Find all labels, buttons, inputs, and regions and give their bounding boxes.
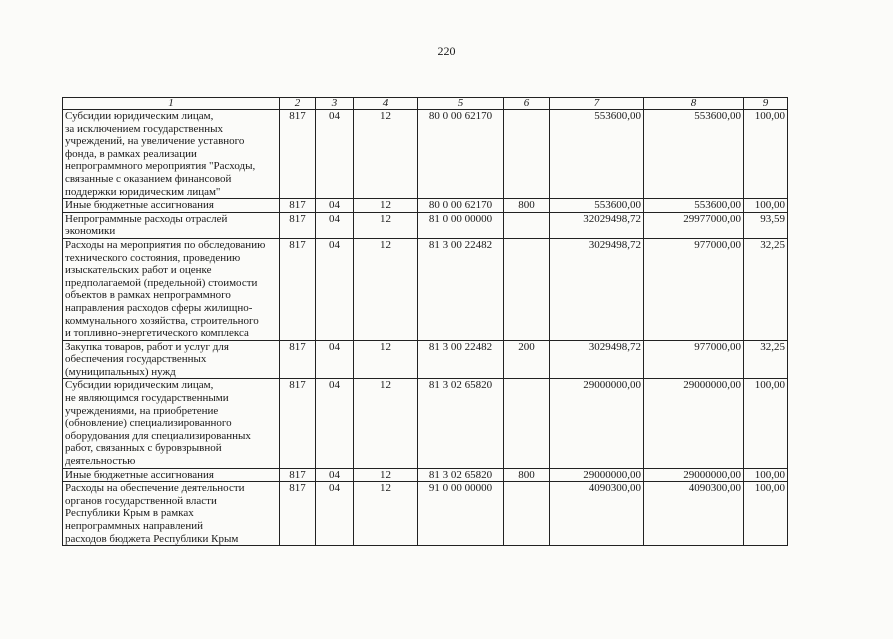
target-article-cell [418,212,504,238]
description-line: Субсидии юридическим лицам, [65,110,214,122]
percent-cell [744,482,788,546]
target-article-cell [418,468,504,482]
table-row [63,468,788,482]
section-code-value: 04 [329,340,340,353]
admin-code-value: 817 [289,468,306,481]
approved-amount-value: 32029498,72 [583,212,641,225]
executed-amount-value: 977000,00 [694,340,741,353]
section-code-value: 04 [329,379,340,392]
executed-amount-cell [644,110,744,199]
expense-type-cell [504,212,550,238]
expense-type-cell [504,482,550,546]
description-line: (муниципальных) нужд [65,365,176,378]
approved-amount-cell [550,482,644,546]
description-cell [63,482,280,546]
approved-amount-cell [550,340,644,379]
target-article-value: 91 0 00 00000 [428,482,493,495]
target-article-cell [418,379,504,468]
target-article-value: 81 0 00 00000 [428,212,493,225]
column-header-1: 1 [63,98,280,110]
table-row [63,482,788,546]
description-line: обеспечения государственных [65,353,207,366]
subsection-code-value: 12 [380,468,391,481]
approved-amount-value: 4090300,00 [588,482,641,495]
table-body [63,110,788,546]
admin-code-cell [280,110,316,199]
column-header-8: 8 [644,98,744,110]
description-line: Расходы на мероприятия по обследованию [65,238,266,251]
percent-value: 32,25 [760,340,785,353]
column-header-2: 2 [280,98,316,110]
description-line: оборудования для специализированных [65,429,251,442]
column-header-row [63,98,788,110]
target-article-cell [418,199,504,213]
executed-amount-cell [644,340,744,379]
target-article-value: 80 0 00 62170 [428,110,493,122]
executed-amount-value: 29000000,00 [683,468,741,481]
description-line: изыскательских работ и оценке [65,264,212,277]
description-cell [63,212,280,238]
admin-code-cell [280,199,316,213]
target-article-cell [418,110,504,199]
section-code-value: 04 [329,238,340,251]
table-row [63,212,788,238]
description-line: и топливно-энергетического комплекса [65,327,249,340]
approved-amount-cell [550,238,644,340]
percent-cell [744,468,788,482]
percent-value: 100,00 [754,468,785,481]
section-code-cell [316,238,354,340]
percent-value: 100,00 [754,482,785,495]
expense-type-cell [504,340,550,379]
approved-amount-value: 29000000,00 [583,468,641,481]
subsection-code-value: 12 [380,212,391,225]
percent-cell [744,212,788,238]
admin-code-cell [280,340,316,379]
description-cell [63,379,280,468]
percent-cell [744,110,788,199]
subsection-code-value: 12 [380,379,391,392]
subsection-code-value: 12 [380,199,391,212]
approved-amount-value: 3029498,72 [588,238,641,251]
executed-amount-cell [644,212,744,238]
target-article-value: 81 3 00 22482 [428,340,493,353]
admin-code-value: 817 [289,199,306,212]
description-line: коммунального хозяйства, строительного [65,314,259,327]
description-cell [63,110,280,199]
expense-type-value: 800 [518,199,535,212]
description-line: Закупка товаров, работ и услуг для [65,340,229,353]
section-code-cell [316,212,354,238]
description-line: работ, связанных с буровзрывной [65,442,222,455]
admin-code-value: 817 [289,482,306,495]
section-code-value: 04 [329,110,340,122]
approved-amount-value: 3029498,72 [588,340,641,353]
section-code-cell [316,110,354,199]
description-line: не являющимся государственными [65,392,229,405]
approved-amount-cell [550,212,644,238]
admin-code-cell [280,238,316,340]
section-code-cell [316,199,354,213]
target-article-value: 81 3 02 65820 [428,468,493,481]
description-line: Непрограммные расходы отраслей [65,212,228,225]
subsection-code-cell [354,110,418,199]
column-header-9: 9 [744,98,788,110]
subsection-code-cell [354,482,418,546]
description-cell [63,468,280,482]
approved-amount-cell [550,468,644,482]
description-cell [63,340,280,379]
executed-amount-value: 29000000,00 [683,379,741,392]
section-code-value: 04 [329,199,340,212]
approved-amount-cell [550,379,644,468]
percent-value: 32,25 [760,238,785,251]
description-line: Субсидии юридическим лицам, [65,379,214,392]
subsection-code-cell [354,340,418,379]
executed-amount-cell [644,482,744,546]
description-cell [63,199,280,213]
subsection-code-value: 12 [380,238,391,251]
table-row [63,379,788,468]
section-code-value: 04 [329,468,340,481]
subsection-code-cell [354,199,418,213]
admin-code-cell [280,468,316,482]
admin-code-value: 817 [289,110,306,122]
description-line: (обновление) специализированного [65,417,232,430]
executed-amount-value: 553600,00 [694,199,741,212]
subsection-code-cell [354,468,418,482]
percent-value: 100,00 [754,110,785,122]
target-article-value: 81 3 02 65820 [428,379,493,392]
executed-amount-cell [644,238,744,340]
column-header-7: 7 [550,98,644,110]
admin-code-value: 817 [289,238,306,251]
admin-code-value: 817 [289,379,306,392]
target-article-cell [418,482,504,546]
approved-amount-value: 29000000,00 [583,379,641,392]
admin-code-cell [280,482,316,546]
description-line: деятельностью [65,455,136,468]
subsection-code-value: 12 [380,110,391,122]
admin-code-value: 817 [289,212,306,225]
expense-type-cell [504,199,550,213]
target-article-value: 81 3 00 22482 [428,238,493,251]
column-header-6: 6 [504,98,550,110]
percent-cell [744,199,788,213]
section-code-value: 04 [329,482,340,495]
admin-code-value: 817 [289,340,306,353]
description-line: Иные бюджетные ассигнования [65,199,214,212]
description-line: поддержки юридическим лицам" [65,185,221,198]
executed-amount-cell [644,468,744,482]
page-number: 220 [437,44,456,58]
description-line: направления расходов сферы жилищно- [65,301,253,314]
approved-amount-cell [550,199,644,213]
percent-value: 100,00 [754,379,785,392]
description-cell [63,238,280,340]
description-line: Иные бюджетные ассигнования [65,468,214,481]
description-line: непрограммных направлений [65,520,203,532]
description-line: учреждениями, на приобретение [65,404,219,417]
column-header-3: 3 [316,98,354,110]
target-article-cell [418,238,504,340]
executed-amount-value: 4090300,00 [688,482,741,495]
subsection-code-value: 12 [380,482,391,495]
subsection-code-value: 12 [380,340,391,353]
executed-amount-cell [644,379,744,468]
executed-amount-value: 553600,00 [694,110,741,122]
description-line: связанные с оказанием финансовой [65,172,232,185]
column-header-4: 4 [354,98,418,110]
description-line: экономики [65,225,116,238]
target-article-value: 80 0 00 62170 [428,199,493,212]
section-code-value: 04 [329,212,340,225]
executed-amount-cell [644,199,744,213]
percent-cell [744,379,788,468]
description-line: объектов в рамках непрограммного [65,289,231,302]
table-row [63,199,788,213]
percent-value: 100,00 [754,199,785,212]
approved-amount-cell [550,110,644,199]
percent-cell [744,340,788,379]
description-line: непрограммного мероприятия "Расходы, [65,160,256,173]
section-code-cell [316,482,354,546]
description-line: расходов бюджета Республики Крым [65,532,239,545]
description-line: Республики Крым в рамках [65,507,194,520]
table-row [63,340,788,379]
budget-table [62,97,788,546]
description-line: технического состояния, проведению [65,251,241,264]
admin-code-cell [280,212,316,238]
description-line: фонда, в рамках реализации [65,147,197,160]
subsection-code-cell [354,379,418,468]
admin-code-cell [280,379,316,468]
description-line: Расходы на обеспечение деятельности [65,482,245,495]
expense-type-cell [504,238,550,340]
expense-type-cell [504,468,550,482]
expense-type-cell [504,379,550,468]
section-code-cell [316,468,354,482]
expense-type-value: 200 [518,340,535,353]
expense-type-value: 800 [518,468,535,481]
description-line: органов государственной власти [65,494,217,507]
table-row [63,238,788,340]
approved-amount-value: 553600,00 [594,110,641,122]
percent-cell [744,238,788,340]
description-line: предполагаемой (предельной) стоимости [65,276,258,289]
description-line: учреждений, на увеличение уставного [65,135,245,148]
approved-amount-value: 553600,00 [594,199,641,212]
section-code-cell [316,379,354,468]
subsection-code-cell [354,212,418,238]
executed-amount-value: 29977000,00 [683,212,741,225]
column-header-5: 5 [418,98,504,110]
executed-amount-value: 977000,00 [694,238,741,251]
subsection-code-cell [354,238,418,340]
percent-value: 93,59 [760,212,785,225]
description-line: за исключением государственных [65,122,224,135]
table-row [63,110,788,199]
section-code-cell [316,340,354,379]
expense-type-cell [504,110,550,199]
target-article-cell [418,340,504,379]
